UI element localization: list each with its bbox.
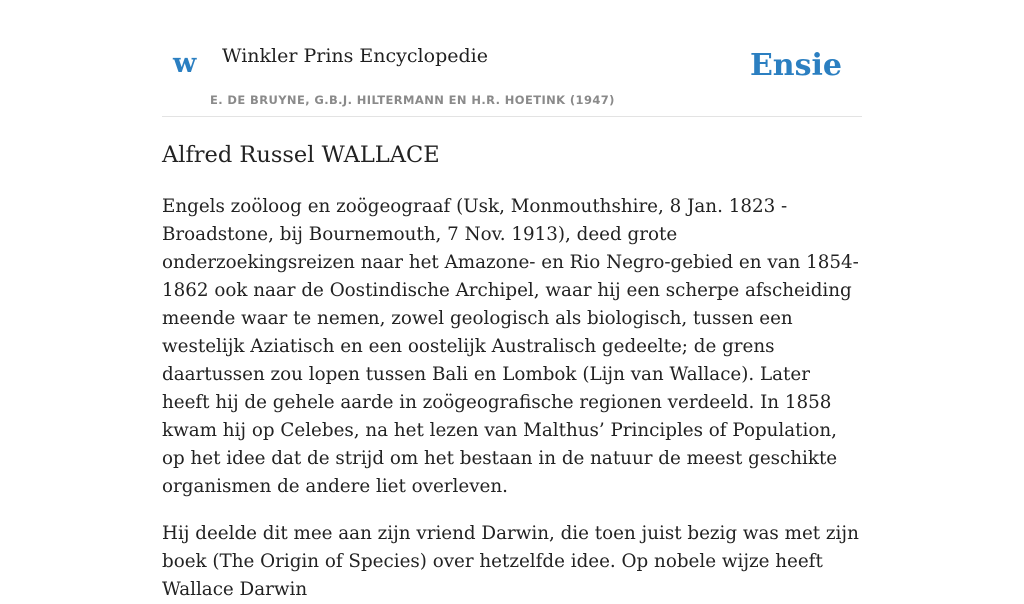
content-column: [162, 0, 862, 604]
article-paragraph-2: Hij deelde dit mee aan zijn vriend Darwin, die toen juist bezig was met zijn boek (The Origin of Species) over hetzelfde idee. Op nobele wijze heeft Wallace Darwin: [162, 523, 859, 600]
winkler-prins-logo[interactable]: w: [173, 48, 197, 79]
article: [162, 142, 862, 604]
article-title: Alfred Russel WALLACE: [162, 142, 440, 168]
source-authors: E. DE BRUYNE, G.B.J. HILTERMANN EN H.R. HOETINK (1947): [210, 93, 615, 107]
source-header: [162, 0, 862, 117]
ensie-brand-logo[interactable]: Ensie: [749, 48, 842, 83]
article-paragraph-1: Engels zoöloog en zoögeograaf (Usk, Monmouthshire, 8 Jan. 1823 - Broadstone, bij Bournemouth, 7 Nov. 1913), deed grote onderzoekingsreizen naar het Amazone- en Rio Negro-gebied en van 1854-1862 ook naar de Oostindische Archipel, waar hij een scherpe afscheiding meende waar te nemen, zowel geologisch als biologisch, tussen een westelijk Aziatisch en een oostelijk Australisch gedeelte; de grens daartussen zou lopen tussen Bali en Lombok (Lijn van Wallace). Later heeft hij de gehele aarde in zoögeografische regionen verdeeld. In 1858 kwam hij op Celebes, na het lezen van Malthus’ Principles of Population, op het idee dat de strijd om het bestaan in de natuur de meest geschikte organismen de andere liet overleven.: [162, 196, 859, 497]
source-title-link[interactable]: Winkler Prins Encyclopedie: [222, 45, 488, 67]
